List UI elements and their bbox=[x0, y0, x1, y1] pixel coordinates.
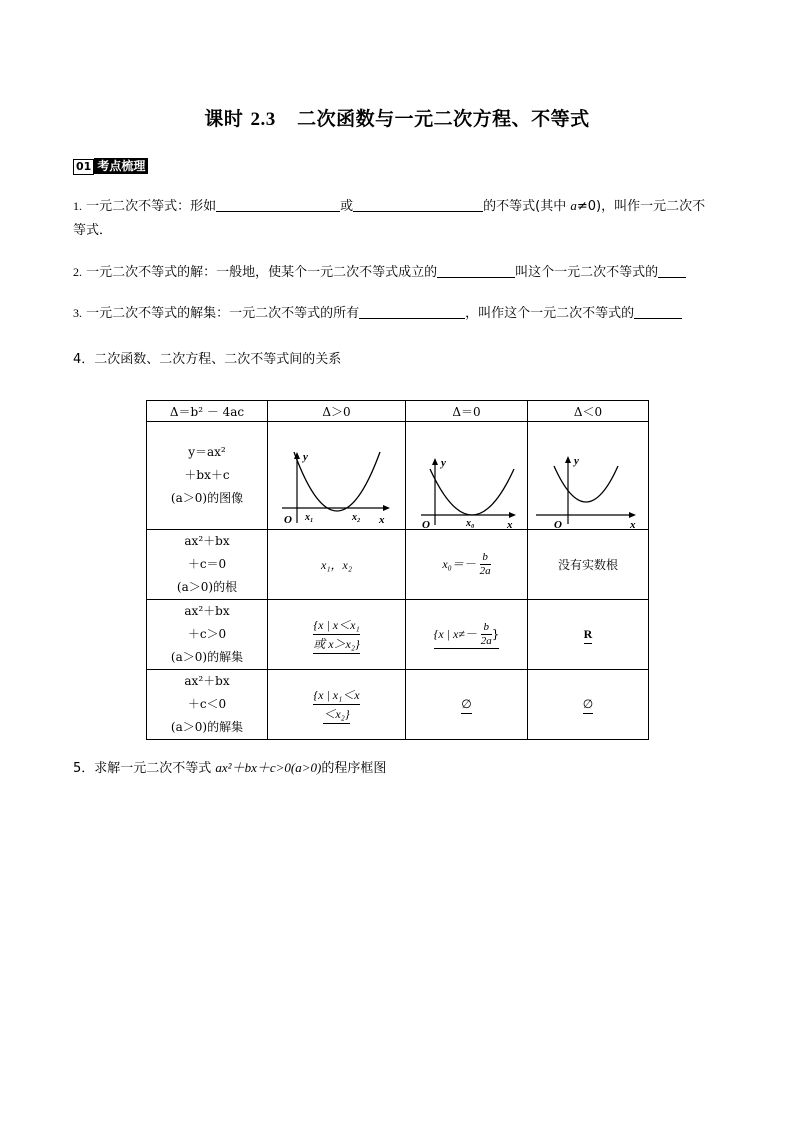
cell-gt-no-root: R bbox=[528, 600, 649, 670]
cell-gt-two-roots: {x | x＜x₁ 或 x＞x₂} bbox=[268, 600, 406, 670]
y-axis-label: y bbox=[441, 457, 446, 469]
header-row bbox=[147, 401, 649, 422]
x-axis-label: x bbox=[630, 519, 636, 529]
root-label: x₂ bbox=[352, 512, 361, 523]
origin-label: O bbox=[554, 519, 562, 529]
cell-no-root: 没有实数根 bbox=[528, 530, 649, 600]
root-label: x₀ bbox=[466, 518, 475, 529]
x-axis-label: x bbox=[507, 519, 513, 529]
section-badge bbox=[73, 158, 148, 175]
y-axis-label: y bbox=[574, 455, 579, 467]
section-label: 考点梳理 bbox=[94, 158, 148, 174]
cell-lt-two-roots: {x | x₁＜x ＜x₂} bbox=[268, 670, 406, 740]
row-label: y＝ax² ＋bx＋c (a＞0)的图像 bbox=[147, 422, 268, 530]
section-number: 01 bbox=[73, 159, 94, 175]
header-cell: Δ＞0 bbox=[268, 401, 406, 422]
cell-gt-one-root: {x | x≠－ $\frac{b}{2a}$ } bbox=[406, 600, 528, 670]
cell-one-root: x₀＝－ $\frac{b}{2a}$ bbox=[406, 530, 528, 600]
item-3: 3. 一元二次不等式的解集：一元二次不等式的所有 ，叫作这个一元二次不等式的 bbox=[73, 303, 682, 324]
row-label: ax²＋bx ＋c＞0 (a＞0)的解集 bbox=[147, 600, 268, 670]
relation-table bbox=[146, 400, 649, 740]
x-axis-label: x bbox=[379, 514, 385, 526]
header-cell: Δ＝b² － 4ac bbox=[147, 401, 268, 422]
cell-two-roots: x₁，x₂ bbox=[268, 530, 406, 600]
gt-solution-row bbox=[147, 600, 649, 670]
item-2: 2. 一元二次不等式的解：一般地，使某个一元二次不等式成立的 叫这个一元二次不等式的 bbox=[73, 262, 686, 283]
origin-label: O bbox=[422, 519, 430, 529]
blank bbox=[353, 197, 483, 212]
item-5: 5．求解一元二次不等式 ax²＋bx＋c>0(a>0)的程序框图 bbox=[73, 760, 387, 776]
blank bbox=[216, 197, 340, 212]
graph-two-roots bbox=[268, 422, 406, 530]
lt-solution-row bbox=[147, 670, 649, 740]
item-4: 4．二次函数、二次方程、二次不等式间的关系 bbox=[73, 352, 342, 367]
row-label: ax²＋bx ＋c＜0 (a＞0)的解集 bbox=[147, 670, 268, 740]
root-label: x₁ bbox=[305, 512, 314, 523]
row-label: ax²＋bx ＋c＝0 (a＞0)的根 bbox=[147, 530, 268, 600]
blank bbox=[658, 263, 686, 278]
graph-row bbox=[147, 422, 649, 530]
blank bbox=[437, 263, 515, 278]
page-title: 课时 2.3 二次函数与一元二次方程、不等式 bbox=[204, 108, 590, 130]
header-cell: Δ＜0 bbox=[528, 401, 649, 422]
y-axis-label: y bbox=[303, 451, 308, 463]
blank bbox=[359, 304, 465, 319]
roots-row bbox=[147, 530, 649, 600]
blank bbox=[634, 304, 682, 319]
graph-one-root bbox=[406, 422, 528, 530]
item-1-cont: 等式． bbox=[73, 223, 113, 238]
graph-no-root bbox=[528, 422, 649, 530]
header-cell: Δ＝0 bbox=[406, 401, 528, 422]
item-1: 1. 一元二次不等式：形如 或 的不等式(其中 a≠0)，叫作一元二次不 bbox=[73, 198, 706, 214]
cell-lt-no-root: ∅ bbox=[528, 670, 649, 740]
cell-lt-one-root: ∅ bbox=[406, 670, 528, 740]
origin-label: O bbox=[284, 514, 292, 526]
